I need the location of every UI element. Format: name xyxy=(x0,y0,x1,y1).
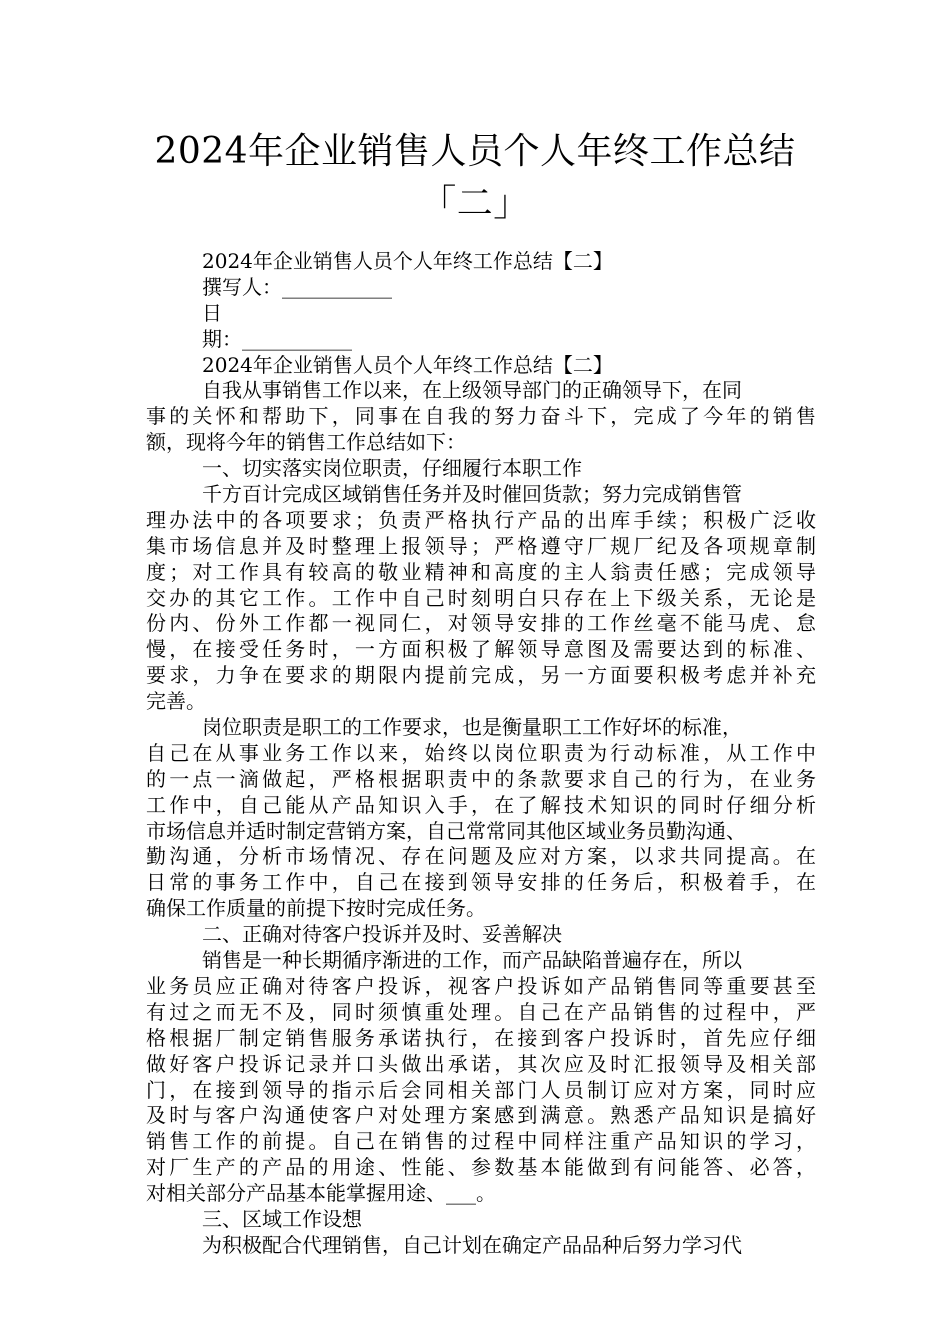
paragraph-line: 及时与客户沟通使客户对处理方案感到满意。熟悉产品知识是搞好 xyxy=(146,1103,816,1128)
body-line: 2024年企业销售人员个人年终工作总结【二】 xyxy=(202,249,613,273)
paragraph-line: 做好客户投诉记录并口头做出承诺，其次应及时汇报领导及相关部 xyxy=(146,1051,816,1076)
paragraph-line: 额，现将今年的销售工作总结如下： xyxy=(146,430,466,455)
paragraph-line: 事的关怀和帮助下，同事在自我的努力奋斗下，完成了今年的销售 xyxy=(146,404,816,429)
paragraph-line: 市场信息并适时制定营销方案，自己常常同其他区域业务员勤沟通、 xyxy=(146,818,746,843)
paragraph-line: 销售工作的前提。自己在销售的过程中同样注重产品知识的学习， xyxy=(146,1129,816,1154)
paragraph-line: 完善。 xyxy=(146,689,206,714)
paragraph-line: 的一点一滴做起，严格根据职责中的条款要求自己的行为，在业务 xyxy=(146,766,816,791)
paragraph-line: 有过之而无不及，同时须慎重处理。自己在产品销售的过程中，严 xyxy=(146,999,816,1024)
body-line-author: 撰写人：___________ xyxy=(202,274,392,299)
paragraph-line: 度；对工作具有较高的敬业精神和高度的主人翁责任感；完成领导 xyxy=(146,559,816,584)
paragraph-line: 日常的事务工作中，自己在接到领导安排的任务后，积极着手，在 xyxy=(146,870,816,895)
document-title-line-1: 2024年企业销售人员个人年终工作总结 xyxy=(154,131,796,172)
section-heading: 二、正确对待客户投诉并及时、妥善解决 xyxy=(202,922,562,947)
paragraph-line: 交办的其它工作。工作中自己时刻明白只存在上下级关系，无论是 xyxy=(146,585,816,610)
section-heading: 三、区域工作设想 xyxy=(202,1206,362,1231)
paragraph-line: 格根据厂制定销售服务承诺执行，在接到客户投诉时，首先应仔细 xyxy=(146,1025,816,1050)
document-body xyxy=(146,249,816,1259)
paragraph-line: 为积极配合代理销售，自己计划在确定产品品种后努力学习代 xyxy=(202,1232,742,1257)
paragraph-line: 工作中，自己能从产品知识入手，在了解技术知识的同时仔细分析 xyxy=(146,792,816,817)
paragraph-line: 对厂生产的产品的用途、性能、参数基本能做到有问能答、必答， xyxy=(146,1155,816,1180)
paragraph-line: 销售是一种长期循序渐进的工作，而产品缺陷普遍存在，所以 xyxy=(202,948,742,973)
paragraph-line: 勤沟通，分析市场情况、存在问题及应对方案，以求共同提高。在 xyxy=(146,844,816,869)
paragraph-line: 千方百计完成区域销售任务并及时催回货款；努力完成销售管 xyxy=(202,482,742,507)
paragraph-line: 业务员应正确对待客户投诉，视客户投诉如产品销售同等重要甚至 xyxy=(146,973,816,998)
document-title-line-2: 「二」 xyxy=(420,183,530,224)
body-line: 2024年企业销售人员个人年终工作总结【二】 xyxy=(202,352,613,377)
paragraph-line: 确保工作质量的前提下按时完成任务。 xyxy=(146,896,486,921)
body-line: 日 xyxy=(202,300,222,325)
paragraph-line: 集市场信息并及时整理上报领导；严格遵守厂规厂纪及各项规章制 xyxy=(146,533,816,558)
paragraph-line: 门，在接到领导的指示后会同相关部门人员制订应对方案，同时应 xyxy=(146,1077,816,1102)
paragraph-line: 理办法中的各项要求；负责严格执行产品的出库手续；积极广泛收 xyxy=(146,507,816,532)
paragraph-line: 慢，在接受任务时，一方面积极了解领导意图及需要达到的标准、 xyxy=(146,637,816,662)
paragraph-line: 要求，力争在要求的期限内提前完成，另一方面要积极考虑并补充 xyxy=(146,663,816,688)
paragraph-line: 份内、份外工作都一视同仁，对领导安排的工作丝毫不能马虎、怠 xyxy=(146,611,816,636)
paragraph-line: 对相关部分产品基本能掌握用途、___。 xyxy=(146,1181,496,1206)
body-line-date: 期：___________ xyxy=(202,326,352,351)
paragraph-line: 自我从事销售工作以来，在上级领导部门的正确领导下，在同 xyxy=(202,378,742,403)
section-heading: 一、切实落实岗位职责，仔细履行本职工作 xyxy=(202,456,582,481)
paragraph-line: 岗位职责是职工的工作要求，也是衡量职工工作好坏的标准， xyxy=(202,715,742,740)
paragraph-line: 自己在从事业务工作以来，始终以岗位职责为行动标准，从工作中 xyxy=(146,740,816,765)
